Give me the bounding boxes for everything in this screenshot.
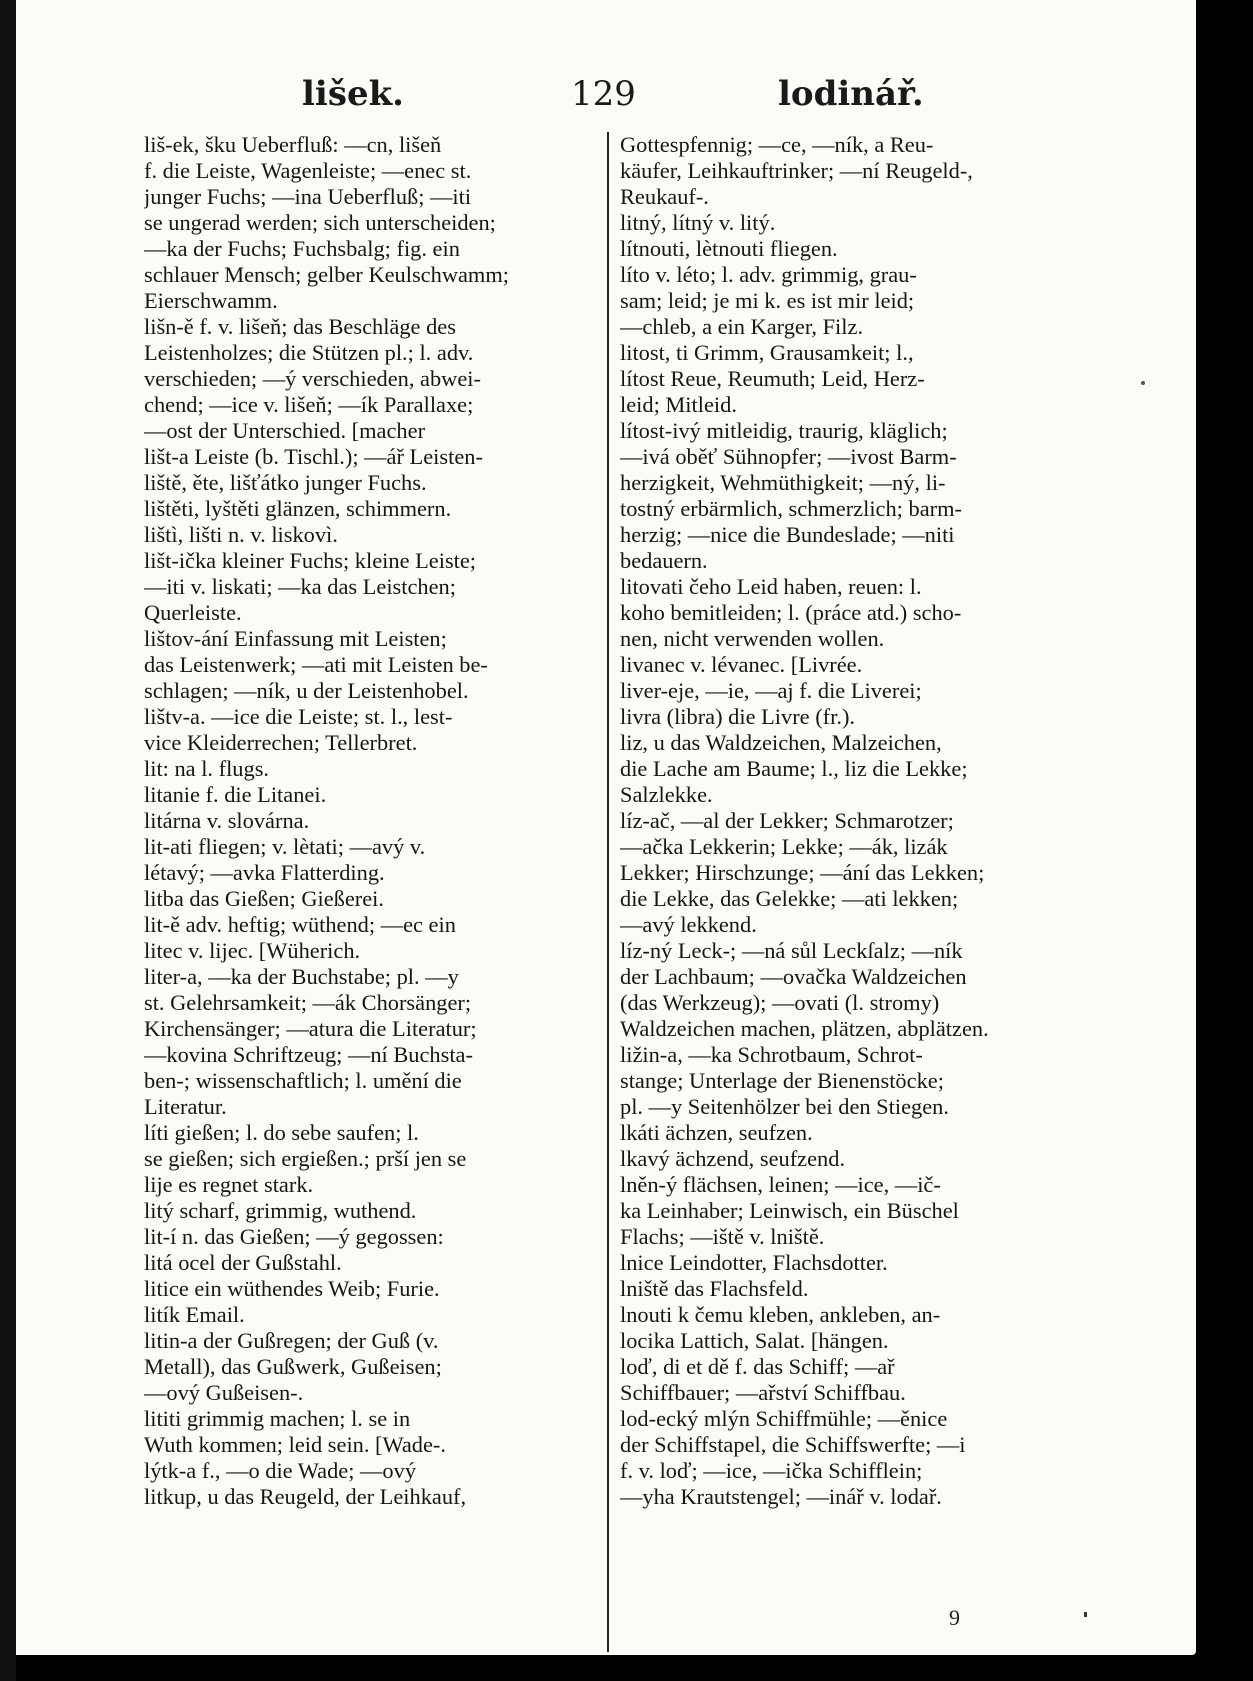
dictionary-entry-line: tostný erbärmlich, schmerzlich; barm- <box>620 496 962 521</box>
dictionary-entry-line: liver-eje, —ie, —aj f. die Liverei; <box>620 678 922 703</box>
dictionary-entry-line: der Lachbaum; —ovačka Waldzeichen <box>620 964 967 989</box>
dictionary-entry-line: liš-ek, šku Ueberfluß: —cn, lišeň <box>144 132 442 157</box>
dictionary-entry-line: litík Email. <box>144 1302 245 1327</box>
dictionary-entry-line: das Leistenwerk; —ati mit Leisten be- <box>144 652 488 677</box>
dictionary-entry-line: lítnouti, lètnouti fliegen. <box>620 236 838 261</box>
dictionary-entry-line: litin-a der Gußregen; der Guß (v. <box>144 1328 439 1353</box>
dictionary-entry-line: lkavý ächzend, seufzend. <box>620 1146 846 1171</box>
dictionary-entry-line: ka Leinhaber; Leinwisch, ein Büschel <box>620 1198 959 1223</box>
dictionary-entry-line: Schiffbauer; —ařství Schiffbau. <box>620 1380 906 1405</box>
dictionary-entry-line: se gießen; sich ergießen.; prší jen se <box>144 1146 467 1171</box>
margin-speck <box>1084 1612 1087 1617</box>
dictionary-entry-line: loď, di et dě f. das Schiff; —ař <box>620 1354 895 1379</box>
dictionary-entry-line: líz-ač, —al der Lekker; Schmarotzer; <box>620 808 954 833</box>
header-right-guide-word: lodinář. <box>778 74 924 114</box>
dictionary-entry-line: leid; Mitleid. <box>620 392 737 417</box>
dictionary-entry-line: litec v. lijec. [Wüherich. <box>144 938 361 963</box>
dictionary-entry-line: litost, ti Grimm, Grausamkeit; l., <box>620 340 914 365</box>
dictionary-entry-line: —ivá oběť Sühnopfer; —ivost Barm- <box>620 444 957 469</box>
dictionary-entry-line: lit-í n. das Gießen; —ý gegossen: <box>144 1224 444 1249</box>
dictionary-entry-line: litá ocel der Gußstahl. <box>144 1250 342 1275</box>
dictionary-entry-line: —avý lekkend. <box>620 912 757 937</box>
dictionary-entry-line: livra (libra) die Livre (fr.). <box>620 704 855 729</box>
dictionary-entry-line: litba das Gießen; Gießerei. <box>144 886 384 911</box>
dictionary-entry-line: Kirchensänger; —atura die Literatur; <box>144 1016 477 1041</box>
dictionary-entry-line: se ungerad werden; sich unterscheiden; <box>144 210 496 235</box>
dictionary-entry-line: —ačka Lekkerin; Lekke; —ák, lizák <box>620 834 948 859</box>
dictionary-entry-line: lištěti, lyštěti glänzen, schimmern. <box>144 496 452 521</box>
dictionary-entry-line: litný, lítný v. litý. <box>620 210 776 235</box>
dictionary-entry-line: lněn-ý flächsen, leinen; —ice, —ič- <box>620 1172 941 1197</box>
dictionary-entry-line: litkup, u das Reugeld, der Leihkauf, <box>144 1484 467 1509</box>
dictionary-entry-line: käufer, Leihkauftrinker; —ní Reugeld-, <box>620 158 973 183</box>
dictionary-entry-line: —ový Gußeisen-. <box>144 1380 304 1405</box>
dictionary-entry-line: lišn-ě f. v. lišeň; das Beschläge des <box>144 314 456 339</box>
dictionary-entry-line: —iti v. liskati; —ka das Leistchen; <box>144 574 456 599</box>
header-left-guide-word: lišek. <box>302 74 404 114</box>
dictionary-entry-line: die Lekke, das Gelekke; —ati lekken; <box>620 886 959 911</box>
dictionary-entry-line: lniště das Flachsfeld. <box>620 1276 809 1301</box>
page-number: 129 <box>571 74 636 114</box>
right-column <box>620 132 1083 1510</box>
dictionary-entry-line: vice Kleiderrechen; Tellerbret. <box>144 730 418 755</box>
dictionary-entry-line: verschieden; —ý verschieden, abwei- <box>144 366 481 391</box>
dictionary-entry-line: lnice Leindotter, Flachsdotter. <box>620 1250 888 1275</box>
dictionary-entry-line: —ka der Fuchs; Fuchsbalg; fig. ein <box>144 236 460 261</box>
dictionary-entry-line: herzig; —nice die Bundeslade; —niti <box>620 522 955 547</box>
dictionary-entry-line: Flachs; —iště v. lniště. <box>620 1224 825 1249</box>
dictionary-entry-line: Gottespfennig; —ce, —ník, a Reu- <box>620 132 934 157</box>
dictionary-entry-line: liště, ěte, lišťátko junger Fuchs. <box>144 470 427 495</box>
dictionary-entry-line: Wuth kommen; leid sein. [Wade-. <box>144 1432 446 1457</box>
dictionary-entry-line: ben-; wissenschaftlich; l. umění die <box>144 1068 462 1093</box>
dictionary-entry-line: Querleiste. <box>144 600 242 625</box>
dictionary-entry-line: litovati čeho Leid haben, reuen: l. <box>620 574 922 599</box>
dictionary-entry-line: die Lache am Baume; l., liz die Lekke; <box>620 756 968 781</box>
dictionary-entry-line: —kovina Schriftzeug; —ní Buchsta- <box>144 1042 473 1067</box>
dictionary-entry-line: lítost-ivý mitleidig, traurig, kläglich; <box>620 418 948 443</box>
dictionary-entry-line: litanie f. die Litanei. <box>144 782 327 807</box>
dictionary-entry-line: lit-ě adv. heftig; wüthend; —ec ein <box>144 912 456 937</box>
left-column <box>144 132 599 1510</box>
dictionary-entry-line: létavý; —avka Flatterding. <box>144 860 385 885</box>
signature-mark: 9 <box>949 1605 960 1630</box>
dictionary-entry-line: —chleb, a ein Karger, Filz. <box>620 314 864 339</box>
dictionary-page <box>16 0 1196 1655</box>
dictionary-entry-line: koho bemitleiden; l. (práce atd.) scho- <box>620 600 962 625</box>
dictionary-entry-line: nen, nicht verwenden wollen. <box>620 626 885 651</box>
dictionary-entry-line: liz, u das Waldzeichen, Malzeichen, <box>620 730 942 755</box>
dictionary-entry-line: Salzlekke. <box>620 782 713 807</box>
dictionary-entry-line: Lekker; Hirschzunge; —ání das Lekken; <box>620 860 985 885</box>
dictionary-entry-line: sam; leid; je mi k. es ist mir leid; <box>620 288 915 313</box>
dictionary-entry-line: litárna v. slovárna. <box>144 808 310 833</box>
dictionary-entry-line: lnouti k čemu kleben, ankleben, an- <box>620 1302 941 1327</box>
dictionary-entry-line: lištv-a. —ice die Leiste; st. l., lest- <box>144 704 453 729</box>
dictionary-entry-line: líz-ný Leck-; —ná sůl Leckſalz; —ník <box>620 938 963 963</box>
dictionary-entry-line: lištì, lišti n. v. liskovì. <box>144 522 338 547</box>
dictionary-entry-line: chend; —ice v. lišeň; —ík Parallaxe; <box>144 392 474 417</box>
dictionary-entry-line: lkáti ächzen, seufzen. <box>620 1120 813 1145</box>
dictionary-entry-line: —ost der Unterschied. [macher <box>144 418 426 443</box>
dictionary-entry-line: Metall), das Gußwerk, Gußeisen; <box>144 1354 442 1379</box>
margin-speck <box>1141 381 1145 385</box>
dictionary-entry-line: lišt-ička kleiner Fuchs; kleine Leiste; <box>144 548 477 573</box>
dictionary-entry-line: lit-ati fliegen; v. lètati; —avý v. <box>144 834 426 859</box>
dictionary-entry-line: f. v. loď; —ice, —ička Schifflein; <box>620 1458 923 1483</box>
dictionary-entry-line: (das Werkzeug); —ovati (l. stromy) <box>620 990 940 1015</box>
dictionary-entry-line: lišt-a Leiste (b. Tischl.); —ář Leisten- <box>144 444 483 469</box>
dictionary-entry-line: junger Fuchs; —ina Ueberfluß; —iti <box>144 184 472 209</box>
dictionary-entry-line: lod-ecký mlýn Schiffmühle; —ěnice <box>620 1406 948 1431</box>
dictionary-entry-line: Eierschwamm. <box>144 288 278 313</box>
dictionary-entry-line: schlauer Mensch; gelber Keulschwamm; <box>144 262 509 287</box>
dictionary-entry-line: Reukauf-. <box>620 184 709 209</box>
dictionary-entry-line: lýtk-a f., —o die Wade; —ový <box>144 1458 417 1483</box>
dictionary-entry-line: lítost Reue, Reumuth; Leid, Herz- <box>620 366 925 391</box>
dictionary-entry-line: herzigkeit, Wehmüthigkeit; —ný, li- <box>620 470 946 495</box>
dictionary-entry-line: lištov-ání Einfassung mit Leisten; <box>144 626 447 651</box>
dictionary-entry-line: st. Gelehrsamkeit; —ák Chorsänger; <box>144 990 472 1015</box>
dictionary-entry-line: der Schiffstapel, die Schiffswerfte; —i <box>620 1432 966 1457</box>
dictionary-entry-line: ližin-a, —ka Schrotbaum, Schrot- <box>620 1042 923 1067</box>
dictionary-entry-line: —yha Krautstengel; —inář v. lodař. <box>620 1484 942 1509</box>
dictionary-entry-line: lit: na l. flugs. <box>144 756 270 781</box>
dictionary-entry-line: líti gießen; l. do sebe saufen; l. <box>144 1120 419 1145</box>
dictionary-entry-line: Leistenholzes; die Stützen pl.; l. adv. <box>144 340 474 365</box>
dictionary-entry-line: lije es regnet stark. <box>144 1172 314 1197</box>
dictionary-entry-line: schlagen; —ník, u der Leistenhobel. <box>144 678 469 703</box>
dictionary-entry-line: lititi grimmig machen; l. se in <box>144 1406 411 1431</box>
dictionary-entry-line: Waldzeichen machen, plätzen, abplätzen. <box>620 1016 989 1041</box>
book-binding-edge <box>0 0 16 1681</box>
dictionary-entry-line: locika Lattich, Salat. [hängen. <box>620 1328 889 1353</box>
dictionary-entry-line: litý scharf, grimmig, wuthend. <box>144 1198 417 1223</box>
dictionary-entry-line: stange; Unterlage der Bienenstöcke; <box>620 1068 944 1093</box>
dictionary-entry-line: livanec v. lévanec. [Livrée. <box>620 652 863 677</box>
dictionary-entry-line: bedauern. <box>620 548 708 573</box>
dictionary-entry-line: Literatur. <box>144 1094 227 1119</box>
dictionary-entry-line: líto v. léto; l. adv. grimmig, grau- <box>620 262 917 287</box>
dictionary-entry-line: pl. —y Seitenhölzer bei den Stiegen. <box>620 1094 949 1119</box>
dictionary-entry-line: litice ein wüthendes Weib; Furie. <box>144 1276 440 1301</box>
column-divider <box>607 132 609 1652</box>
dictionary-entry-line: f. die Leiste, Wagenleiste; —enec st. <box>144 158 472 183</box>
dictionary-entry-line: liter-a, —ka der Buchstabe; pl. —y <box>144 964 459 989</box>
